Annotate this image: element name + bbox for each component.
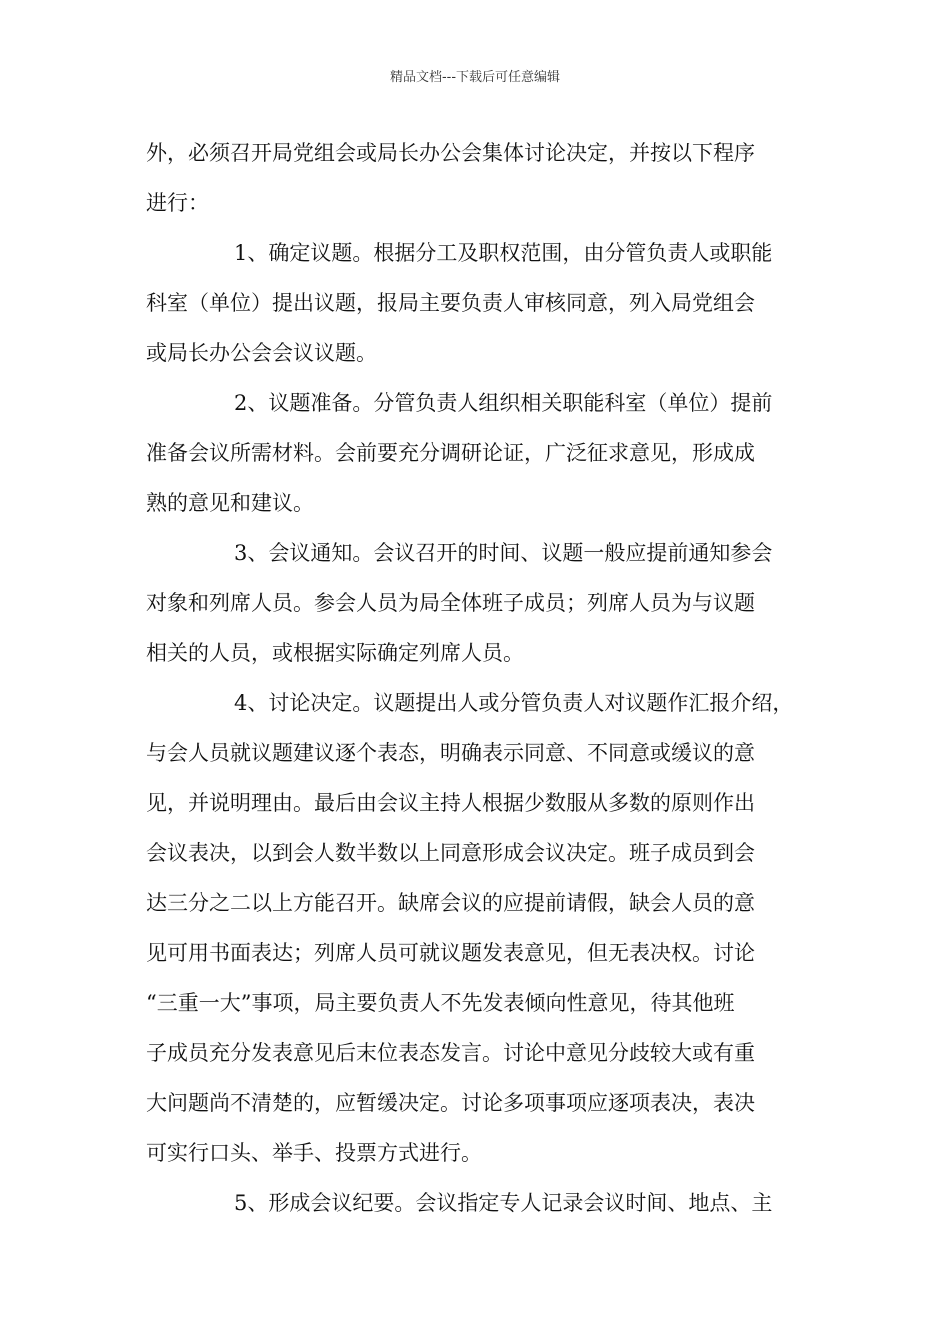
text-line: 相关的人员，或根据实际确定列席人员。 <box>146 641 524 665</box>
text-line: 准备会议所需材料。会前要充分调研论证，广泛征求意见，形成成 <box>146 441 755 465</box>
text-line: 与会人员就议题建议逐个表态，明确表示同意、不同意或缓议的意 <box>146 741 755 765</box>
text-line: 见可用书面表达；列席人员可就议题发表意见，但无表决权。讨论 <box>146 941 755 965</box>
text-line: 对象和列席人员。参会人员为局全体班子成员；列席人员为与议题 <box>146 591 755 615</box>
text-line: 进行： <box>146 191 209 215</box>
text-line: 会议表决，以到会人数半数以上同意形成会议决定。班子成员到会 <box>146 841 755 865</box>
page-header: 精品文档---下载后可任意编辑 <box>389 70 561 85</box>
text-line: 或局长办公会会议议题。 <box>146 341 377 365</box>
text-line: 子成员充分发表意见后末位表态发言。讨论中意见分歧较大或有重 <box>146 1041 755 1065</box>
text-line: 大问题尚不清楚的，应暂缓决定。讨论多项事项应逐项表决，表决 <box>146 1091 755 1115</box>
document-body <box>146 128 826 1228</box>
text-line: 5、形成会议纪要。会议指定专人记录会议时间、地点、主 <box>234 1191 773 1215</box>
text-line: 3、会议通知。会议召开的时间、议题一般应提前通知参会 <box>234 541 773 565</box>
text-line: 熟的意见和建议。 <box>146 491 314 515</box>
text-line: “三重一大”事项，局主要负责人不先发表倾向性意见，待其他班 <box>146 991 735 1015</box>
text-line: 1、确定议题。根据分工及职权范围，由分管负责人或职能 <box>234 241 773 265</box>
text-line: 2、议题准备。分管负责人组织相关职能科室（单位）提前 <box>234 391 773 415</box>
text-line: 达三分之二以上方能召开。缺席会议的应提前请假，缺会人员的意 <box>146 891 755 915</box>
text-line: 科室（单位）提出议题，报局主要负责人审核同意，列入局党组会 <box>146 291 755 315</box>
text-line: 4、讨论决定。议题提出人或分管负责人对议题作汇报介绍， <box>234 691 794 715</box>
text-line: 可实行口头、举手、投票方式进行。 <box>146 1141 482 1165</box>
text-line: 外，必须召开局党组会或局长办公会集体讨论决定，并按以下程序 <box>146 141 755 165</box>
text-line: 见，并说明理由。最后由会议主持人根据少数服从多数的原则作出 <box>146 791 755 815</box>
